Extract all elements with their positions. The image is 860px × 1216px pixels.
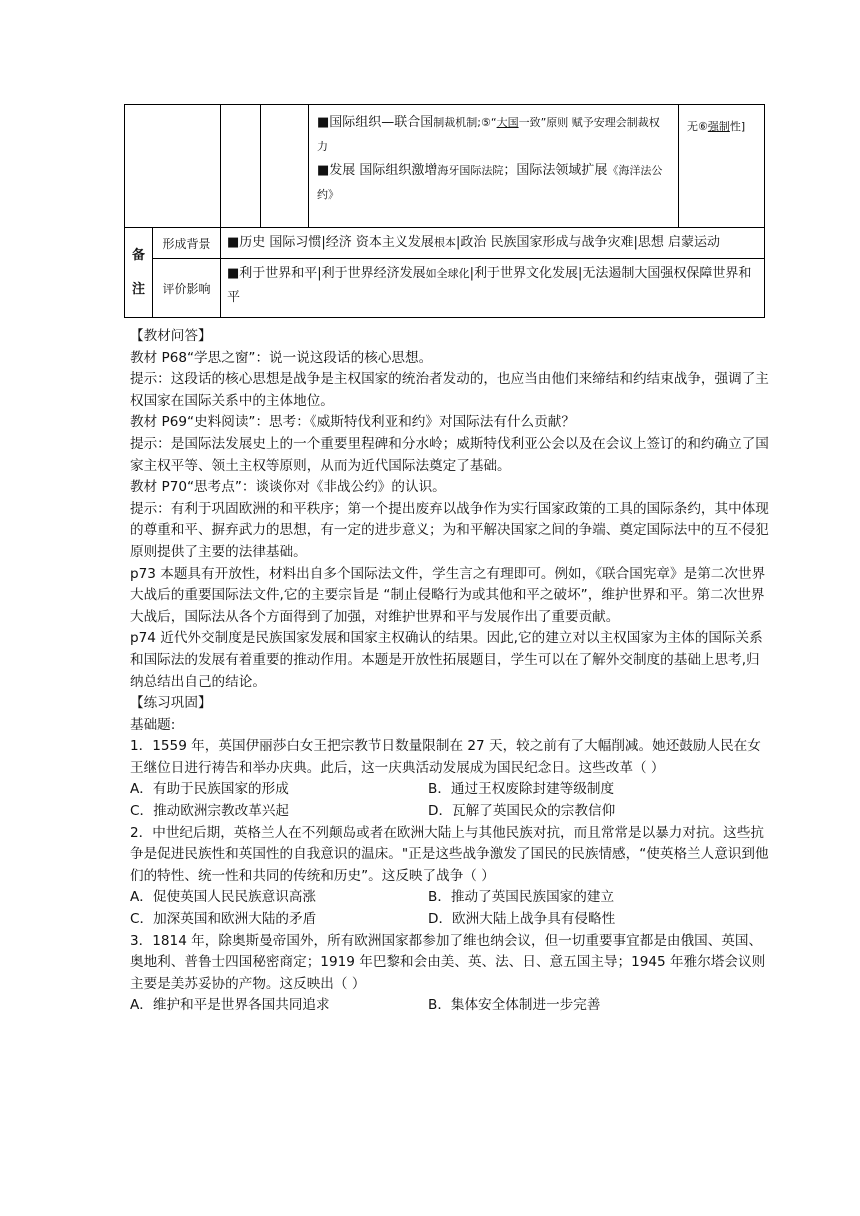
evaluation-text-b: |利于世界文化发展|无法遏制大国强权保障世界和平 [227,266,752,305]
evaluation-label: 评价影响 [153,259,221,318]
notes-label [125,228,153,318]
background-text-a: ■历史 国际习惯|经济 资本主义发展 [227,235,434,250]
dev-mid: ；国际法领域扩展 [503,163,608,178]
org-small-b: 一致”原则 赋予安理会制裁权力 [317,116,660,153]
evaluation-cell [221,259,765,318]
options-row [130,909,770,931]
dev-small-a: 海牙国际法院 [437,164,504,177]
question-p70: 教材 P70“思考点”：谈谈你对《非战公约》的认识。 [130,479,446,496]
background-small: 根本 [433,236,456,249]
empty-cell [221,105,261,228]
dev-small-b: 《海洋法公约》 [317,164,663,201]
background-cell [221,228,765,259]
options-row [130,801,770,823]
options-row [130,887,770,909]
org-small-a: 制裁机制;⑤“ [433,116,497,129]
right-cell [679,105,765,228]
right-cell-b: 性] [729,120,746,133]
dev-lead: ■发展 国际组织激增 [317,163,438,178]
organization-cell [309,105,679,228]
option-b: B．集体安全体制进一步完善 [428,997,601,1014]
options-row [130,779,770,801]
org-lead: ■国际组织—联合国 [317,115,434,130]
empty-cell [261,105,309,228]
options-row [130,995,770,1017]
option-b: B．通过王权废除封建等级制度 [428,781,615,798]
table-row-organization [125,105,765,228]
right-cell-underlined: 强制 [707,120,730,133]
right-cell-a: 无⑥ [687,120,708,133]
table-row-background [125,228,765,259]
note-p73: p73 本题具有开放性，材料出自多个国际法文件，学生言之有理即可。例如，《联合国宪章》是第二次世界大战后的重要国际法文件,它的主要宗旨是 “制止侵略行为或其他和平之破坏”，维护世界和平。第二次世界大战后，国际法从各个方面得到了加强，对维护世界和平与发展作出了重要贡献。 [130,565,766,625]
textbook-qa-heading: 【教材问答】 [130,328,212,344]
option-a: A．维护和平是世界各国共同追求 [130,997,330,1014]
main-content [130,326,770,1017]
question-stem: 3．1814 年，除奥斯曼帝国外，所有欧洲国家都参加了维也纳会议，但一切重要事宜都是由俄国、英国、奥地利、普鲁士四国秘密商定；1919 年巴黎和会由美、英、法、日、意五国主导；1945 年雅尔塔会议则主要是美苏妥协的产物。这反映出（ ） [130,932,766,992]
option-d: D．瓦解了英国民众的宗教信仰 [428,803,616,820]
summary-table [124,104,765,318]
question-p69: 教材 P69“史料阅读”：思考：《威斯特伐利亚和约》对国际法有什么贡献？ [130,414,575,431]
org-underlined: 大国 [496,116,519,129]
background-text-b: |政治 民族国家形成与战争灾难|思想 启蒙运动 [455,235,720,250]
option-a: A．有助于民族国家的形成 [130,781,289,798]
practice-heading: 【练习巩固】 [130,695,212,712]
evaluation-text-a: ■利于世界和平|利于世界经济发展 [227,266,426,281]
question-stem: 2．中世纪后期，英格兰人在不列颠岛或者在欧洲大陆上与其他民族对抗，而且常常是以暴力对抗。这些抗争是促进民族性和英国性的自我意识的温床。"正是这些战争激发了国民的民族情感，“使英格兰人意识到他们的特性、统一性和共同的传统和历史”。这反映了战争（ ） [130,824,769,884]
dev-line [317,159,670,207]
option-b: B．推动了英国民族国家的建立 [428,889,615,906]
question-p68: 教材 P68“学思之窗”：说一说这段话的核心思想。 [130,349,433,366]
answer-p68: 提示：这段话的核心思想是战争是主权国家的统治者发动的，也应当由他们来缔结和约结束战争，强调了主权国家在国际关系中的主体地位。 [130,371,769,409]
option-d: D．欧洲大陆上战争具有侵略性 [428,911,616,928]
option-c: C．推动欧洲宗教改革兴起 [130,803,290,820]
background-label: 形成背景 [153,228,221,259]
empty-cell [125,105,221,228]
basic-label: 基础题: [130,716,176,733]
table-row-evaluation [125,259,765,318]
option-c: C．加深英国和欧洲大陆的矛盾 [130,911,317,928]
question-1 [130,736,770,822]
evaluation-small: 如全球化 [425,267,470,280]
note-p74: p74 近代外交制度是民族国家发展和国家主权确认的结果。因此,它的建立对以主权国家为主体的国际关系和国际法的发展有着重要的推动作用。本题是开放性拓展题目，学生可以在了解外交制度的基础上思考,归纳总结出自己的结论。 [130,630,763,690]
option-a: A．促使英国人民民族意识高涨 [130,889,317,906]
question-stem: 1．1559 年，英国伊丽莎白女王把宗教节日数量限制在 27 天，较之前有了大幅削减。她还鼓励人民在女王继位日进行祷告和举办庆典。此后，这一庆典活动发展成为国民纪念日。这些改革（ ） [130,738,761,776]
answer-p69: 提示：是国际法发展史上的一个重要里程碑和分水岭；威斯特伐利亚公会以及在会议上签订的和约确立了国家主权平等、领土主权等原则，从而为近代国际法奠定了基础。 [130,435,769,474]
answer-p70: 提示：有利于巩固欧洲的和平秩序；第一个提出废弃以战争作为实行国家政策的工具的国际条约，其中体现的尊重和平、摒弃武力的思想，有一定的进步意义；为和平解决国家之间的争端、奠定国际法中的互不侵犯原则提供了主要的法律基础。 [130,500,769,560]
org-line [317,111,670,159]
question-2 [130,823,770,931]
notes-label-text: 备注 [131,247,145,297]
question-3 [130,931,770,1017]
